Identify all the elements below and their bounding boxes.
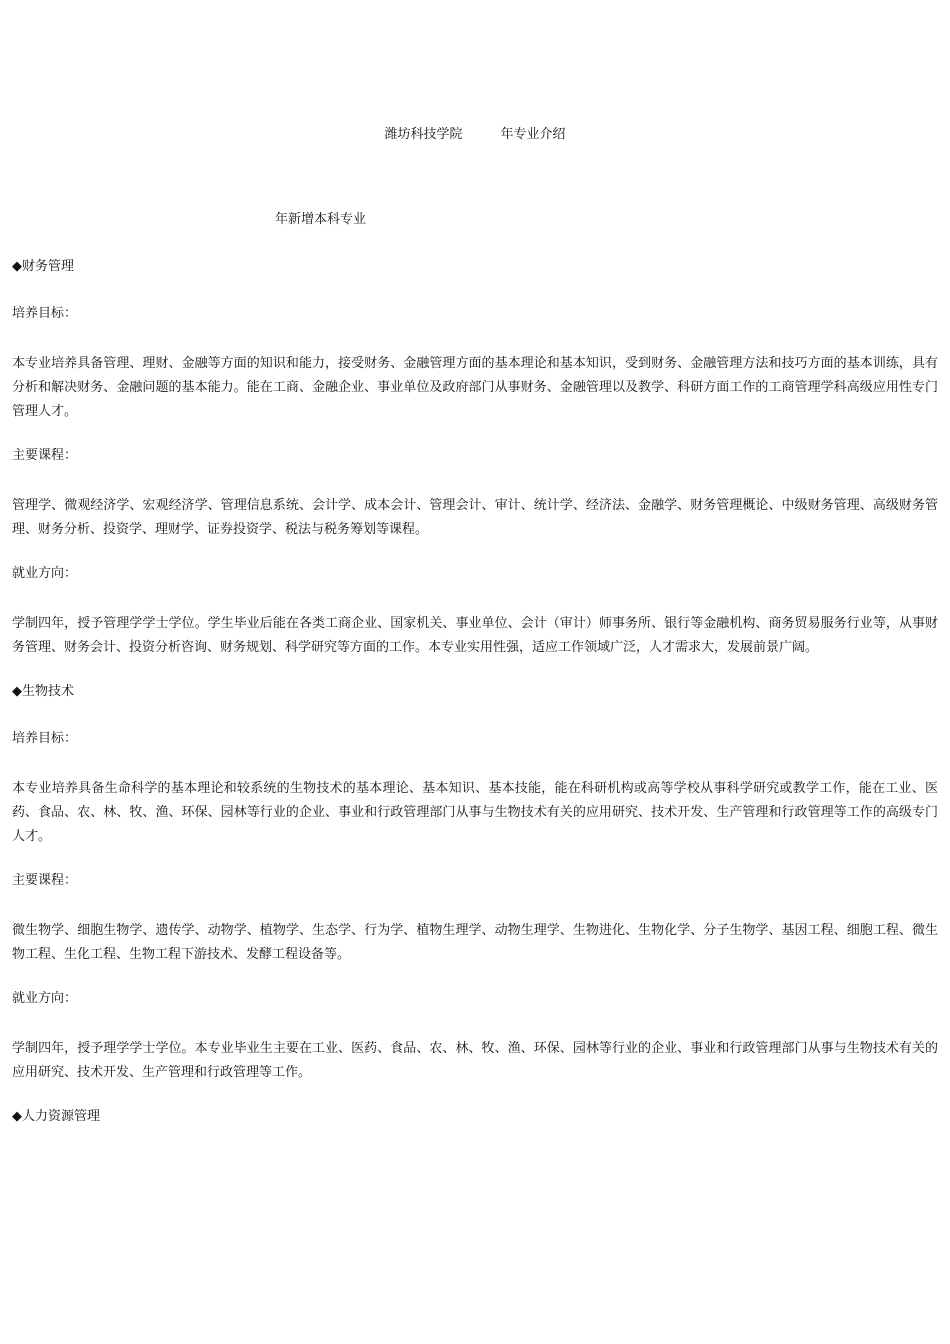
major-title-biotech: ◆生物技术 bbox=[12, 684, 74, 699]
goal-text: 本专业培养具备管理、理财、金融等方面的知识和能力，接受财务、金融管理方面的基本理论和基本知识，受到财务、金融管理方法和技巧方面的基本训练，具有分析和解决财务、金融问题的基本能力。能在工商、金融企业、事业单位及政府部门从事财务、金融管理以及教学、科研方面工作的工商管理学科高级应用性专门管理人才。 bbox=[12, 356, 938, 419]
courses-label: 主要课程： bbox=[12, 873, 78, 888]
major-title-finance: ◆财务管理 bbox=[12, 259, 74, 274]
title-suffix: 年专业介绍 bbox=[500, 127, 566, 142]
goal-label: 培养目标： bbox=[12, 731, 78, 746]
courses-text: 管理学、微观经济学、宏观经济学、管理信息系统、会计学、成本会计、管理会计、审计、统计学、经济法、金融学、财务管理概论、中级财务管理、高级财务管理、财务分析、投资学、理财学、证券投资学、税法与税务筹划等课程。 bbox=[12, 498, 938, 537]
career-text: 学制四年，授予理学学士学位。本专业毕业生主要在工业、医药、食品、农、林、牧、渔、环保、园林等行业的企业、事业和行政管理部门从事与生物技术有关的应用研究、技术开发、生产管理和行政管理等工作。 bbox=[12, 1041, 938, 1080]
goal-label: 培养目标： bbox=[12, 306, 78, 321]
school-name: 潍坊科技学院 bbox=[384, 127, 463, 142]
goal-text: 本专业培养具备生命科学的基本理论和较系统的生物技术的基本理论、基本知识、基本技能，能在科研机构或高等学校从事科学研究或教学工作，能在工业、医药、食品、农、林、牧、渔、环保、园林等行业的企业、事业和行政管理部门从事与生物技术有关的应用研究、技术开发、生产管理和行政管理等工作的高级专门人才。 bbox=[12, 781, 938, 844]
career-text: 学制四年，授予管理学学士学位。学生毕业后能在各类工商企业、国家机关、事业单位、会计（审计）师事务所、银行等金融机构、商务贸易服务行业等，从事财务管理、财务会计、投资分析咨询、财务规划、科学研究等方面的工作。本专业实用性强，适应工作领域广泛，人才需求大，发展前景广阔。 bbox=[12, 616, 938, 655]
document-subtitle: 年新增本科专业 bbox=[275, 212, 367, 227]
courses-label: 主要课程： bbox=[12, 448, 78, 463]
document-body bbox=[12, 258, 938, 1155]
career-label: 就业方向： bbox=[12, 566, 78, 581]
career-label: 就业方向： bbox=[12, 991, 78, 1006]
document-title bbox=[0, 126, 950, 144]
courses-text: 微生物学、细胞生物学、遗传学、动物学、植物学、生态学、行为学、植物生理学、动物生理学、生物进化、生物化学、分子生物学、基因工程、细胞工程、微生物工程、生化工程、生物工程下游技术、发酵工程设备等。 bbox=[12, 923, 938, 962]
major-title-hr: ◆人力资源管理 bbox=[12, 1109, 100, 1124]
